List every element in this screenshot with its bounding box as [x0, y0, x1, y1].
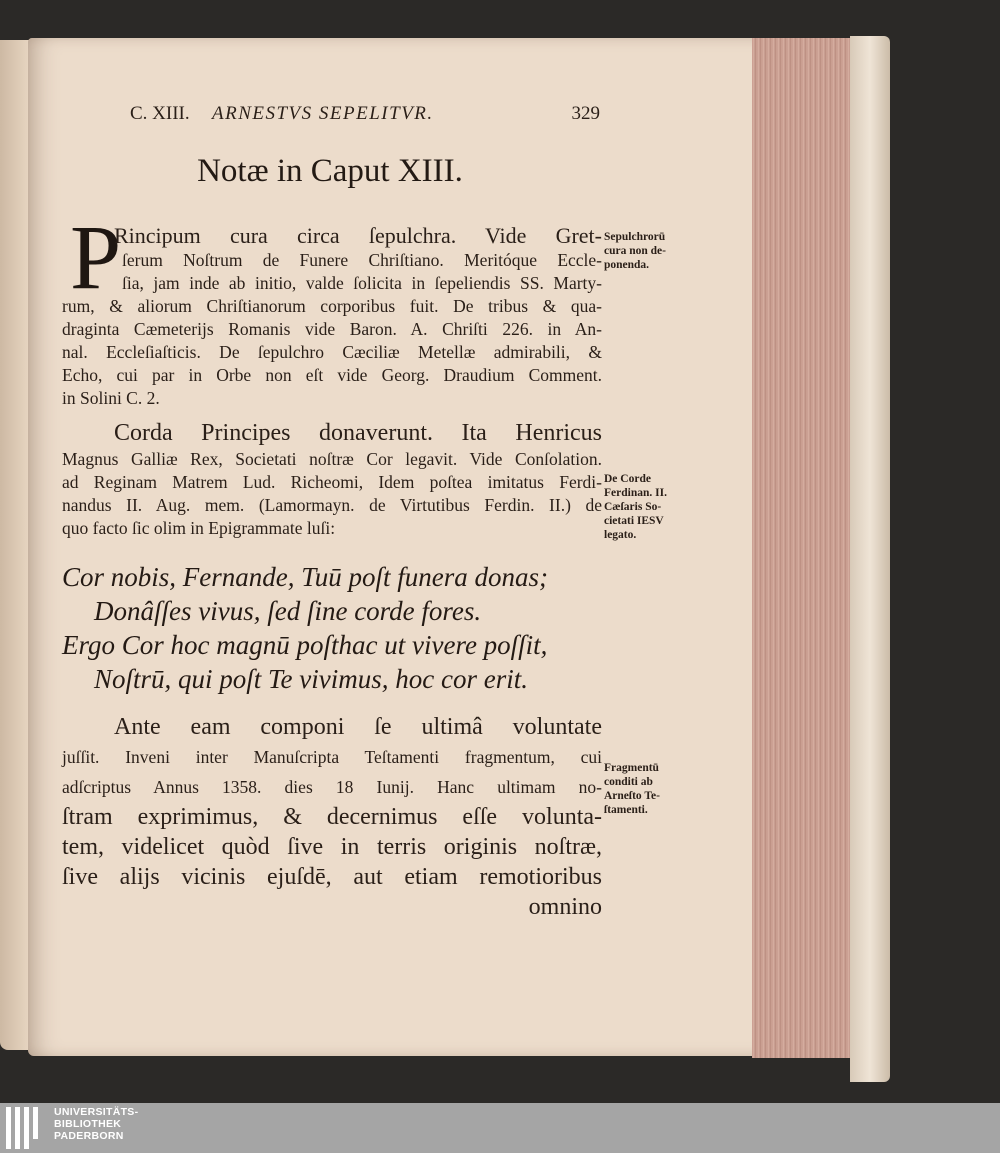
page-block-edges: [752, 38, 856, 1058]
library-banner: [0, 1103, 1000, 1153]
text-line: ſtram exprimimus, & decernimus eſſe volunta-: [62, 804, 602, 830]
poem-line: Ergo Cor hoc magnū poſthac ut vivere poſſit,: [62, 630, 548, 660]
margin-line: Ferdinan. II.: [604, 487, 667, 499]
text-line: nal. Eccleſiaſticis. De ſepulchro Cæciliæ Metellæ admirabili, &: [62, 342, 602, 362]
text-line: Magnus Galliæ Rex, Societati noſtræ Cor legavit. Vide Conſolation.: [62, 449, 602, 469]
text-line: ſia, jam inde ab initio, valde ſolicita in ſepeliendis SS. Marty-: [122, 273, 602, 293]
poem-line: Noſtrū, qui poſt Te vivimus, hoc cor erit.: [94, 664, 528, 694]
margin-line: legato.: [604, 529, 637, 541]
page-number: 329: [571, 103, 600, 124]
library-name: [54, 1106, 138, 1142]
library-name-line: UNIVERSITÄTS-: [54, 1106, 139, 1118]
library-name-line: BIBLIOTHEK: [54, 1118, 122, 1130]
text-line: Ante eam componi ſe ultimâ voluntate: [114, 714, 602, 740]
text-line: in Solini C. 2.: [62, 388, 160, 408]
running-head: [130, 103, 600, 133]
text-line: nandus II. Aug. mem. (Lamormayn. de Virtutibus Ferdin. II.) de: [62, 495, 602, 515]
marginal-note-1: [604, 230, 694, 272]
text-line: ſive alijs vicinis ejuſdē, aut etiam remotioribus: [62, 864, 602, 890]
page-heading: Notæ in Caput XIII.: [197, 153, 463, 189]
running-head-title: ARNESTVS SEPELITVR.: [212, 103, 434, 124]
text-line: adſcriptus Annus 1358. dies 18 Iunij. Hanc ultimam no-: [62, 777, 602, 797]
running-head-chapter: C. XIII.: [130, 103, 190, 124]
paragraph-2: [62, 418, 602, 540]
poem-line: Donâſſes vivus, ſed ſine corde fores.: [94, 596, 482, 626]
text-line: draginta Cæmeterijs Romanis vide Baron. A. Chriſti 226. in An-: [62, 319, 602, 339]
text-line: Rincipum cura circa ſepulchra. Vide Gret-: [114, 223, 602, 248]
paragraph-1: [62, 222, 602, 410]
library-logo-icon: [6, 1107, 46, 1149]
poem-line: Cor nobis, Fernande, Tuū poſt funera donas;: [62, 562, 549, 592]
margin-line: Cæſaris So-: [604, 501, 662, 513]
epigram-poem: [62, 560, 602, 696]
marginal-note-2: [604, 472, 694, 542]
margin-line: conditi ab: [604, 776, 653, 788]
text-line: quo facto ſic olim in Epigrammate luſi:: [62, 518, 336, 538]
text-line: rum, & aliorum Chriſtianorum corporibus fuit. De tribus & qua-: [62, 296, 602, 316]
text-line: tem, videlicet quòd ſive in terris originis noſtræ,: [62, 834, 602, 860]
margin-line: Arneſto Te-: [604, 790, 660, 802]
catchword: omnino: [528, 894, 602, 920]
margin-line: ſtamenti.: [604, 804, 648, 816]
marginal-note-3: [604, 761, 694, 817]
text-line: Echo, cui par in Orbe non eſt vide Georg. Draudium Comment.: [62, 365, 602, 385]
paragraph-3: [62, 712, 602, 922]
margin-line: De Corde: [604, 473, 651, 485]
margin-line: ponenda.: [604, 259, 650, 271]
margin-line: cietati IESV: [604, 515, 664, 527]
drop-capital: P: [70, 206, 122, 308]
margin-line: Sepulchrorū: [604, 231, 666, 243]
margin-line: Fragmentū: [604, 762, 659, 774]
text-line: Corda Principes donaverunt. Ita Henricus: [114, 420, 602, 446]
text-line: juſſit. Inveni inter Manuſcripta Teſtamenti fragmentum, cui: [62, 747, 602, 767]
text-line: ad Reginam Matrem Lud. Richeomi, Idem poſtea imitatus Ferdi-: [62, 472, 602, 492]
margin-line: cura non de-: [604, 245, 666, 257]
book-cover-edge: [850, 36, 890, 1082]
text-line: ſerum Noſtrum de Funere Chriſtiano. Meritóque Eccle-: [122, 250, 602, 270]
library-name-line: PADERBORN: [54, 1130, 124, 1142]
